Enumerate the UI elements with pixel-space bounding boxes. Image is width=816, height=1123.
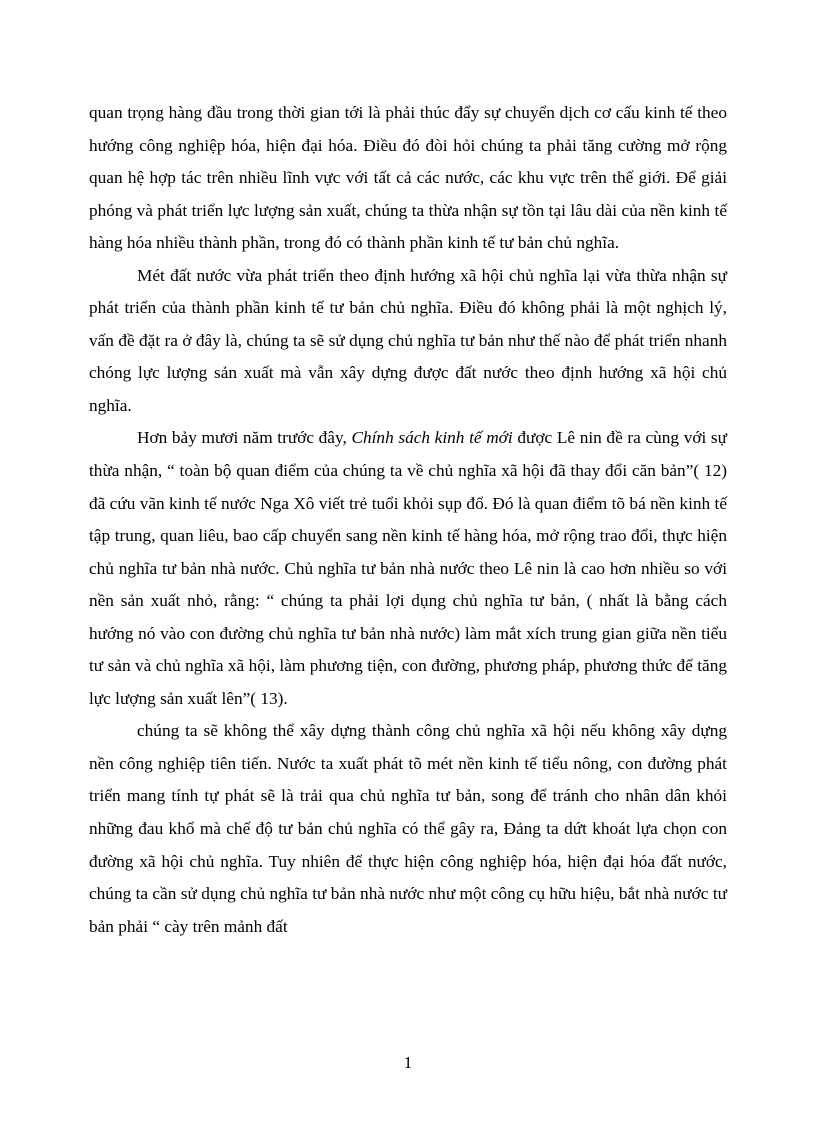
paragraph-new-economic-policy xyxy=(89,422,727,715)
body-text xyxy=(89,97,727,943)
paragraph-industrialization: chúng ta sẽ không thể xây dựng thành công chủ nghĩa xã hội nếu không xây dựng nền công nghiệp tiên tiến. Nước ta xuất phát tõ mét nền kinh tế tiểu nông, con đường phát triển mang tính tự phát sẽ là trải qua chủ nghĩa tư bản, song để tránh cho nhân dân khỏi những đau khổ mà chế độ tư bản chủ nghĩa có thể gây ra, Đảng ta dứt khoát lựa chọn con đường xã hội chủ nghĩa. Tuy nhiên để thực hiện công nghiệp hóa, hiện đại hóa đất nước, chúng ta cần sử dụng chủ nghĩa tư bản nhà nước như một công cụ hữu hiệu, bắt nhà nước tư bản phải “ cày trên mảnh đất xyxy=(89,721,727,936)
page-number: 1 xyxy=(403,1053,413,1072)
nep-italic-title: Chính sách kinh tế mới xyxy=(351,428,513,448)
paragraph-contradiction: Mét đất nước vừa phát triển theo định hướng xã hội chủ nghĩa lại vừa thừa nhận sự phát triển của thành phần kinh tế tư bản chủ nghĩa. Điều đó không phải là một nghịch lý, vấn đề đặt ra ở đây là, chúng ta sẽ sử dụng chủ nghĩa tư bản như thế nào để phát triển nhanh chóng lực lượng sản xuất mà vẫn xây dựng được đất nước theo định hướng xã hội chủ nghĩa. xyxy=(89,265,727,415)
paragraph-nep-intro: Hơn bảy mươi năm trước đây, xyxy=(137,428,352,448)
paragraph-continuation: quan trọng hàng đầu trong thời gian tới là phải thúc đẩy sự chuyển dịch cơ cấu kinh tế theo hướng công nghiệp hóa, hiện đại hóa. Điều đó đòi hỏi chúng ta phải tăng cường mở rộng quan hệ hợp tác trên nhiều lĩnh vực với tất cả các nước, các khu vực trên thế giới. Để giải phóng và phát triển lực lượng sản xuất, chúng ta thừa nhận sự tồn tại lâu dài của nền kinh tế hàng hóa nhiều thành phần, trong đó có thành phần kinh tế tư bản chủ nghĩa. xyxy=(89,103,727,253)
paragraph-nep-body: được Lê nin đề ra cùng với sự thừa nhận, “ toàn bộ quan điểm của chúng ta về chủ nghĩa xã hội đã thay đổi căn bản”( 12) đã cứu vãn kinh tế nước Nga Xô viết trẻ tuổi khỏi sụp đổ. Đó là quan điểm tõ bá nền kinh tế tập trung, quan liêu, bao cấp chuyển sang nền kinh tế hàng hóa, mở rộng trao đổi, thực hiện chủ nghĩa tư bản nhà nước. Chủ nghĩa tư bản nhà nước theo Lê nin là cao hơn nhiều so với nền sản xuất nhỏ, rằng: “ chúng ta phải lợi dụng chủ nghĩa tư bản, ( nhất là bằng cách hướng nó vào con đường chủ nghĩa tư bản nhà nước) làm mắt xích trung gian giữa nền tiểu tư sản và chủ nghĩa xã hội, làm phương tiện, con đường, phương pháp, phương thức để tăng lực lượng sản xuất lên”( 13). xyxy=(89,428,728,708)
